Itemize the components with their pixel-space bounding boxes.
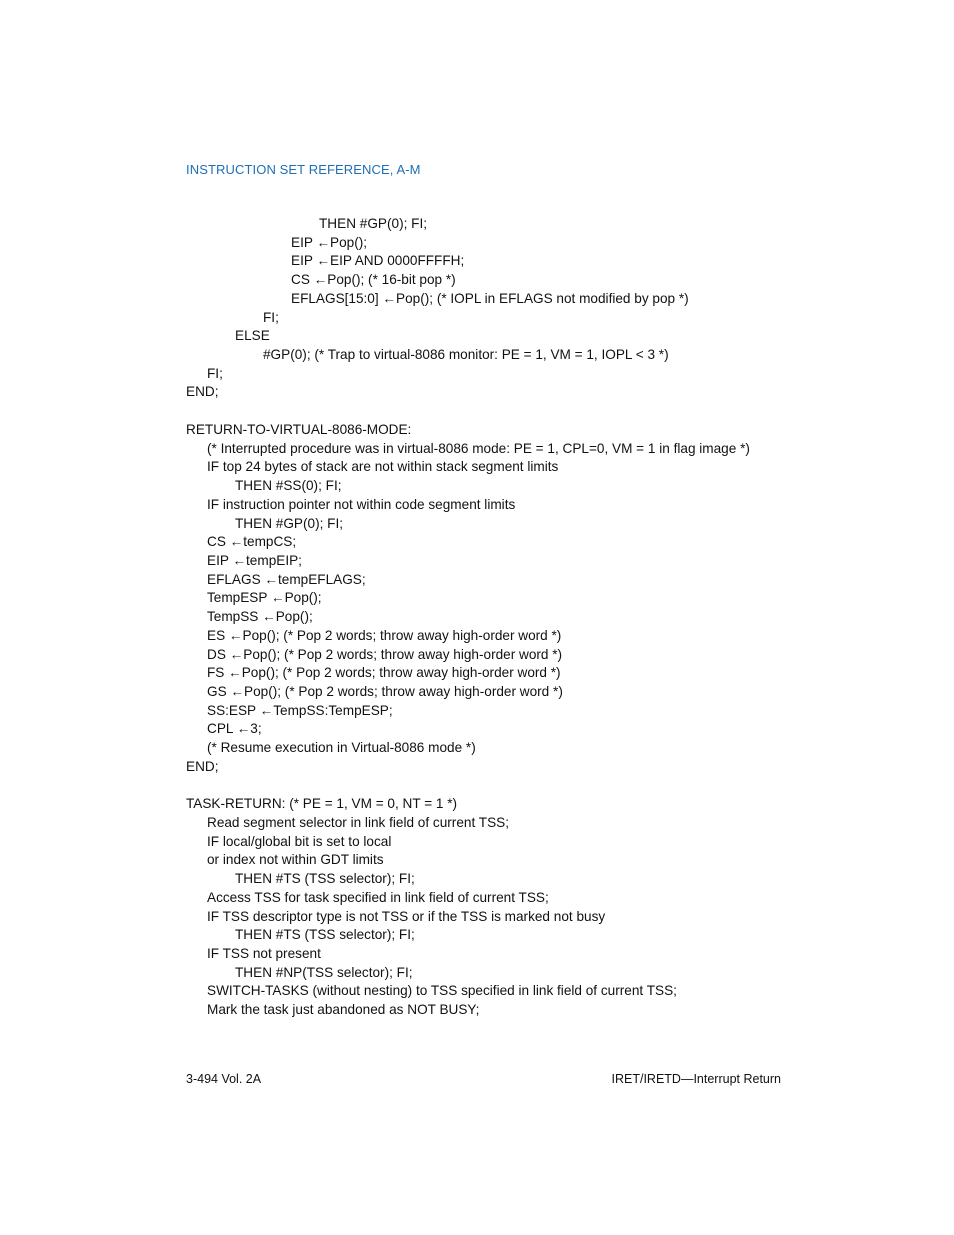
code-line: ES ←Pop(); (* Pop 2 words; throw away high-order word *) — [207, 627, 562, 643]
code-line: SS:ESP ←TempSS:TempESP; — [207, 702, 393, 718]
code-line: EIP ←tempEIP; — [207, 552, 302, 568]
code-line: END; — [186, 758, 219, 774]
code-line: FS ←Pop(); (* Pop 2 words; throw away high-order word *) — [207, 665, 561, 681]
code-line: Read segment selector in link field of current TSS; — [207, 815, 509, 830]
code-line — [186, 777, 806, 796]
code-line: (* Resume execution in Virtual-8086 mode *) — [207, 740, 476, 756]
footer-page-ref: 3-494 Vol. 2A — [186, 1072, 262, 1086]
code-line: THEN #SS(0); FI; — [235, 478, 342, 494]
code-line: Mark the task just abandoned as NOT BUSY; — [207, 1002, 480, 1018]
code-line: or index not within GDT limits — [207, 852, 384, 868]
code-line: THEN #GP(0); FI; — [235, 515, 344, 531]
code-line: EIP ←Pop(); — [291, 234, 368, 250]
code-line: THEN #NP(TSS selector); FI; — [235, 964, 413, 980]
code-line: THEN #GP(0); FI; — [319, 216, 428, 231]
pseudocode-block — [186, 215, 806, 1020]
code-line: RETURN-TO-VIRTUAL-8086-MODE: — [186, 421, 412, 437]
code-line: EFLAGS ←tempEFLAGS; — [207, 571, 366, 587]
code-line: THEN #TS (TSS selector); FI; — [235, 871, 415, 887]
code-line: THEN #TS (TSS selector); FI; — [235, 927, 415, 943]
code-line: DS ←Pop(); (* Pop 2 words; throw away high-order word *) — [207, 646, 563, 662]
code-line: TempESP ←Pop(); — [207, 590, 322, 606]
code-line: Access TSS for task specified in link field of current TSS; — [207, 889, 549, 905]
code-line: TempSS ←Pop(); — [207, 609, 313, 625]
code-line: CS ←tempCS; — [207, 534, 297, 550]
code-line: IF top 24 bytes of stack are not within stack segment limits — [207, 459, 559, 475]
code-line: (* Interrupted procedure was in virtual-8086 mode: PE = 1, CPL=0, VM = 1 in flag image *) — [207, 440, 750, 456]
code-line: TASK-RETURN: (* PE = 1, VM = 0, NT = 1 *) — [186, 796, 458, 812]
code-line: IF TSS not present — [207, 946, 321, 962]
code-line: FI; — [263, 309, 279, 325]
code-line — [186, 402, 806, 421]
footer-section-title: IRET/IRETD—Interrupt Return — [611, 1072, 781, 1086]
code-line: IF TSS descriptor type is not TSS or if the TSS is marked not busy — [207, 908, 606, 924]
code-line: ELSE — [235, 328, 270, 344]
code-line: END; — [186, 384, 219, 400]
code-line: CPL ←3; — [207, 721, 262, 737]
code-line: EIP ←EIP AND 0000FFFFH; — [291, 253, 465, 269]
code-line: EFLAGS[15:0] ←Pop(); (* IOPL in EFLAGS not modified by pop *) — [291, 290, 689, 306]
code-line: IF local/global bit is set to local — [207, 833, 392, 849]
code-line: #GP(0); (* Trap to virtual-8086 monitor: PE = 1, VM = 1, IOPL < 3 *) — [263, 347, 669, 363]
code-line: GS ←Pop(); (* Pop 2 words; throw away high-order word *) — [207, 683, 563, 699]
code-line: FI; — [207, 365, 223, 381]
code-line: IF instruction pointer not within code segment limits — [207, 496, 516, 512]
code-line: SWITCH-TASKS (without nesting) to TSS specified in link field of current TSS; — [207, 983, 677, 999]
code-line: CS ←Pop(); (* 16-bit pop *) — [291, 272, 456, 288]
running-header: INSTRUCTION SET REFERENCE, A-M — [186, 162, 421, 177]
